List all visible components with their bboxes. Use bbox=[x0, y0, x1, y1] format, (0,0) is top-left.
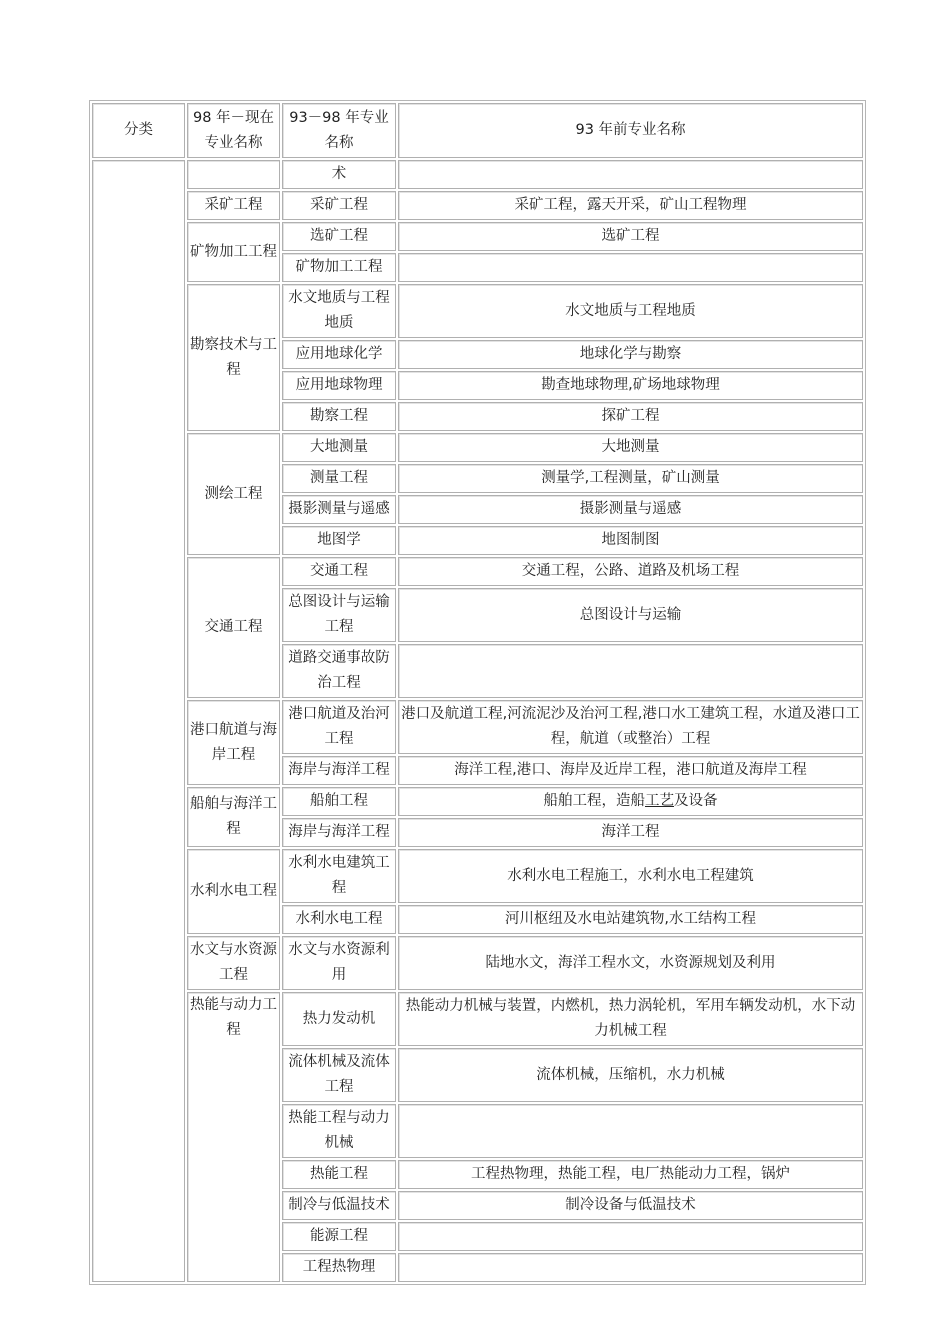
header-pre-93: 93 年前专业名称 bbox=[398, 103, 863, 158]
header-93-98: 93－98 年专业名称 bbox=[282, 103, 396, 158]
table-row bbox=[92, 787, 863, 816]
name-pre93-cell bbox=[398, 1253, 863, 1282]
name-pre93-cell: 勘查地球物理,矿场地球物理 bbox=[398, 371, 863, 400]
name-98-cell: 采矿工程 bbox=[187, 191, 280, 220]
name-93-98-cell: 道路交通事故防治工程 bbox=[282, 644, 396, 698]
craft-link[interactable]: 工艺 bbox=[645, 793, 674, 809]
table-row bbox=[92, 992, 863, 1046]
category-cell-empty bbox=[92, 160, 185, 1282]
name-98-cell: 水文与水资源工程 bbox=[187, 936, 280, 990]
name-pre93-cell: 水文地质与工程地质 bbox=[398, 284, 863, 338]
name-93-98-cell: 水利水电工程 bbox=[282, 905, 396, 934]
name-93-98-cell: 海岸与海洋工程 bbox=[282, 756, 396, 785]
header-98-now: 98 年－现在专业名称 bbox=[187, 103, 280, 158]
name-93-98-cell: 矿物加工工程 bbox=[282, 253, 396, 282]
name-93-98-cell: 热能工程与动力机械 bbox=[282, 1104, 396, 1158]
name-pre93-cell: 热能动力机械与装置，内燃机，热力涡轮机，军用车辆发动机，水下动力机械工程 bbox=[398, 992, 863, 1046]
table-row bbox=[92, 700, 863, 754]
name-pre93-cell bbox=[398, 1222, 863, 1251]
name-93-98-cell: 应用地球物理 bbox=[282, 371, 396, 400]
name-98-cell: 船舶与海洋工程 bbox=[187, 787, 280, 847]
name-93-98-cell: 交通工程 bbox=[282, 557, 396, 586]
name-98-cell: 热能与动力工程 bbox=[187, 992, 280, 1282]
name-98-cell: 交通工程 bbox=[187, 557, 280, 698]
name-93-98-cell: 勘察工程 bbox=[282, 402, 396, 431]
name-93-98-cell: 测量工程 bbox=[282, 464, 396, 493]
name-93-98-cell: 总图设计与运输工程 bbox=[282, 588, 396, 642]
table-row bbox=[92, 222, 863, 251]
page-body bbox=[89, 100, 862, 1285]
name-93-98-cell: 工程热物理 bbox=[282, 1253, 396, 1282]
name-98-cell-empty bbox=[187, 160, 280, 189]
name-pre93-cell bbox=[398, 644, 863, 698]
table-row bbox=[92, 936, 863, 990]
name-93-98-cell: 水利水电建筑工程 bbox=[282, 849, 396, 903]
name-pre93-cell: 流体机械，压缩机，水力机械 bbox=[398, 1048, 863, 1102]
cell-text: 及设备 bbox=[674, 793, 718, 809]
name-pre93-cell: 陆地水文，海洋工程水文，水资源规划及利用 bbox=[398, 936, 863, 990]
table-row bbox=[92, 433, 863, 462]
name-pre93-cell: 总图设计与运输 bbox=[398, 588, 863, 642]
name-93-98-cell: 船舶工程 bbox=[282, 787, 396, 816]
name-pre93-cell: 地图制图 bbox=[398, 526, 863, 555]
name-pre93-cell: 河川枢纽及水电站建筑物,水工结构工程 bbox=[398, 905, 863, 934]
name-93-98-cell: 流体机械及流体工程 bbox=[282, 1048, 396, 1102]
name-93-98-cell: 选矿工程 bbox=[282, 222, 396, 251]
table-header-row bbox=[92, 103, 863, 158]
name-93-98-cell: 采矿工程 bbox=[282, 191, 396, 220]
table-row bbox=[92, 849, 863, 903]
name-93-98-cell: 水文地质与工程地质 bbox=[282, 284, 396, 338]
name-pre93-cell: 制冷设备与低温技术 bbox=[398, 1191, 863, 1220]
name-93-98-cell: 大地测量 bbox=[282, 433, 396, 462]
name-93-98-cell: 热能工程 bbox=[282, 1160, 396, 1189]
name-93-98-cell: 热力发动机 bbox=[282, 992, 396, 1046]
name-98-cell: 港口航道与海岸工程 bbox=[187, 700, 280, 785]
table-row bbox=[92, 160, 863, 189]
name-pre93-cell bbox=[398, 253, 863, 282]
name-93-98-cell: 制冷与低温技术 bbox=[282, 1191, 396, 1220]
name-93-98-cell: 港口航道及治河工程 bbox=[282, 700, 396, 754]
name-pre93-cell: 测量学,工程测量，矿山测量 bbox=[398, 464, 863, 493]
name-pre93-cell: 探矿工程 bbox=[398, 402, 863, 431]
name-98-cell: 水利水电工程 bbox=[187, 849, 280, 934]
name-pre93-cell: 采矿工程，露天开采，矿山工程物理 bbox=[398, 191, 863, 220]
name-98-cell: 矿物加工工程 bbox=[187, 222, 280, 282]
name-93-98-cell: 应用地球化学 bbox=[282, 340, 396, 369]
name-93-98-cell: 能源工程 bbox=[282, 1222, 396, 1251]
major-name-table bbox=[89, 100, 866, 1285]
name-pre93-cell: 交通工程，公路、道路及机场工程 bbox=[398, 557, 863, 586]
name-pre93-cell: 海洋工程 bbox=[398, 818, 863, 847]
name-pre93-cell: 港口及航道工程,河流泥沙及治河工程,港口水工建筑工程，水道及港口工程，航道（或整治）工程 bbox=[398, 700, 863, 754]
table-row bbox=[92, 557, 863, 586]
name-pre93-cell: 摄影测量与遥感 bbox=[398, 495, 863, 524]
name-98-cell: 勘察技术与工程 bbox=[187, 284, 280, 431]
name-pre93-cell: 海洋工程,港口、海岸及近岸工程，港口航道及海岸工程 bbox=[398, 756, 863, 785]
name-93-98-cell: 摄影测量与遥感 bbox=[282, 495, 396, 524]
name-pre93-cell: 大地测量 bbox=[398, 433, 863, 462]
name-pre93-cell: 地球化学与勘察 bbox=[398, 340, 863, 369]
name-93-98-cell: 术 bbox=[282, 160, 396, 189]
name-93-98-cell: 水文与水资源利用 bbox=[282, 936, 396, 990]
table-row bbox=[92, 284, 863, 338]
name-pre93-cell bbox=[398, 160, 863, 189]
table-row bbox=[92, 191, 863, 220]
name-pre93-cell bbox=[398, 1104, 863, 1158]
cell-text: 船舶工程，造船 bbox=[543, 793, 645, 809]
name-93-98-cell: 地图学 bbox=[282, 526, 396, 555]
header-category: 分类 bbox=[92, 103, 185, 158]
name-pre93-cell bbox=[398, 787, 863, 816]
name-98-cell: 测绘工程 bbox=[187, 433, 280, 555]
name-pre93-cell: 工程热物理，热能工程，电厂热能动力工程，锅炉 bbox=[398, 1160, 863, 1189]
name-93-98-cell: 海岸与海洋工程 bbox=[282, 818, 396, 847]
name-pre93-cell: 选矿工程 bbox=[398, 222, 863, 251]
name-pre93-cell: 水利水电工程施工，水利水电工程建筑 bbox=[398, 849, 863, 903]
